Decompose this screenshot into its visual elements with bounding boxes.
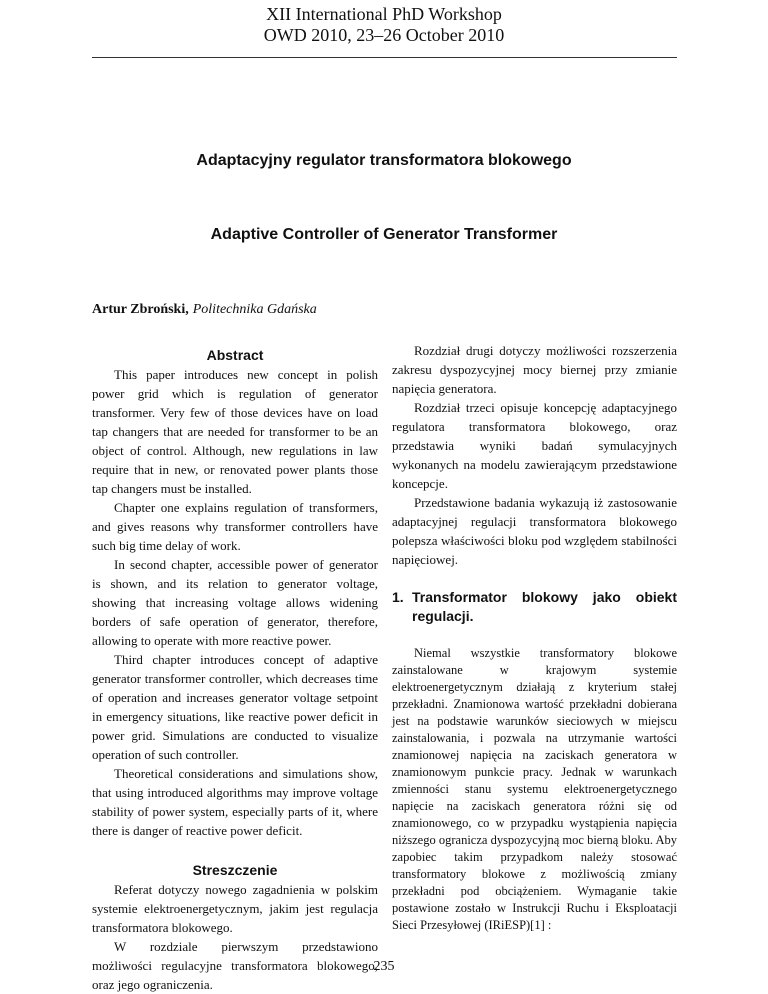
- section-1-title: Transformator blokowy jako obiekt regulacji.: [412, 589, 677, 624]
- section-1-paragraph: Niemal wszystkie transformatory blokowe zainstalowane w krajowym systemie elektroenergetycznym działają z kryterium stałej przekładni. Znamionowa wartość przekładni dobierana jest na podstawie warunków sieciowych w miejscu zainstalowania, i pozwala na utrzymanie wartości znamionowej napięcia na zaciskach generatora w znamionowym punkcie pracy. Jednak w warunkach zmienności stanu systemu elektroenergetycznego napięcie na zaciskach generatora różni się od znamionowego, co w przypadku wystąpienia napięcia niższego ogranicza dyspozycyjną moc bierną bloku. Aby zapobiec takim przypadkom należy stosować transformatory blokowe z możliwością zmiany przekładni pod obciążeniem. Wymaganie takie postawione zostało w Instrukcji Ruchu i Eksploatacji Sieci Przesyłowej (IRiESP)[1] :: [392, 646, 677, 932]
- abstract-heading: Abstract: [206, 347, 264, 363]
- intro-paragraph-2: Rozdział trzeci opisuje koncepcję adaptacyjnego regulatora transformatora blokowego, oraz przedstawia wyniki badań symulacyjnych wykonanych na modelu zawierającym przedstawione koncepcje.: [392, 400, 677, 491]
- page-number: 235: [373, 959, 395, 974]
- section-1-number: 1.: [392, 589, 404, 605]
- abstract-paragraph-4: Third chapter introduces concept of adaptive generator transformer controller, which decreases time of operation and increases generator voltage setpoint in emergency situations, like reactive power deficit in power grid. Simulations are conducted to visualize operation of such controller.: [92, 652, 378, 762]
- header-line-1: XII International PhD Workshop: [266, 4, 502, 24]
- header-divider: [92, 57, 677, 58]
- author-line: [92, 302, 317, 318]
- header-line-2: OWD 2010, 23–26 October 2010: [263, 25, 505, 45]
- author-name: Artur Zbroński,: [92, 302, 189, 317]
- abstract-paragraph-5: Theoretical considerations and simulations show, that using introduced algorithms may improve voltage stability of power system, especially parts of it, where there is danger of reactive power deficit.: [92, 766, 378, 838]
- abstract-paragraph-1: This paper introduces new concept in polish power grid which is regulation of generator transformer. Very few of those devices have on load tap changers that are needed for transformer to be an object of control. Although, new regulations in law require that in new, or renovated power plants those tap changers must be installed.: [92, 367, 378, 496]
- author-affiliation: Politechnika Gdańska: [192, 302, 317, 317]
- left-column: [92, 346, 378, 994]
- title-english: Adaptive Controller of Generator Transformer: [210, 226, 558, 243]
- title-polish: Adaptacyjny regulator transformatora blokowego: [196, 152, 572, 169]
- abstract-paragraph-2: Chapter one explains regulation of transformers, and gives reasons why transformer controllers have such big time delay of work.: [92, 500, 378, 553]
- streszczenie-paragraph-2: W rozdziale pierwszym przedstawiono możliwości regulacyjne transformatora blokowego, oraz jego ograniczenia.: [92, 939, 378, 992]
- intro-paragraph-3: Przedstawione badania wykazują iż zastosowanie adaptacyjnej regulacji transformatora blokowego polepsza właściwości bloku pod względem stabilności napięciowej.: [392, 495, 677, 567]
- section-1-heading: [392, 588, 677, 626]
- right-column: [392, 341, 677, 934]
- abstract-paragraph-3: In second chapter, accessible power of generator is shown, and its relation to generator voltage, showing that increasing voltage allows widening borders of safe operation of generator, therefore, allowing to operate with more reactive power.: [92, 557, 378, 648]
- running-header: [0, 4, 768, 46]
- streszczenie-heading: Streszczenie: [192, 862, 278, 878]
- streszczenie-paragraph-1: Referat dotyczy nowego zagadnienia w polskim systemie elektroenergetycznym, jakim jest regulacja transformatora blokowego.: [92, 882, 378, 935]
- intro-paragraph-1: Rozdział drugi dotyczy możliwości rozszerzenia zakresu dyspozycyjnej mocy biernej przy zmianie napięcia generatora.: [392, 343, 677, 396]
